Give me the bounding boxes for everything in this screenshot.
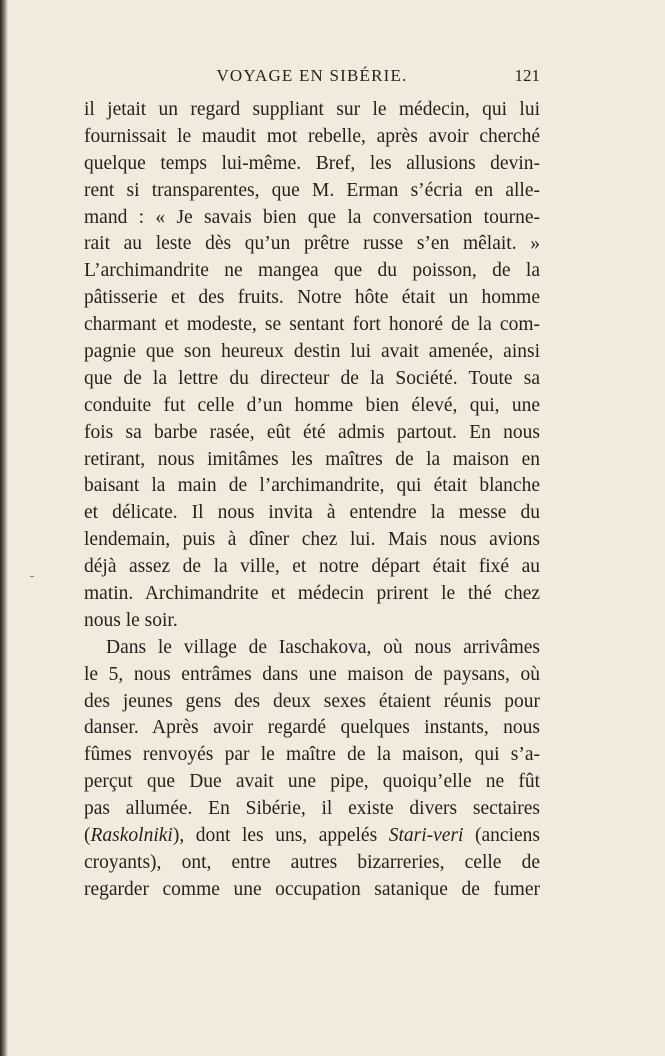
margin-mark — [30, 576, 34, 577]
text-line: que de la lettre du directeur de la Société. Toute sa — [84, 367, 540, 389]
text-line: charmant et modeste, se sentant fort honoré de la com- — [84, 314, 540, 336]
paragraph-end-line: nous le soir. — [84, 609, 178, 631]
italic-term-stari-veri: Stari-veri — [388, 825, 464, 847]
running-title: VOYAGE EN SIBÉRIE. — [216, 66, 408, 85]
line-middle-text: ), dont les uns, appelés — [172, 825, 389, 847]
page-gutter-shadow — [0, 0, 8, 1056]
text-line: L’archimandrite ne mangea que du poisson, de la — [84, 260, 540, 282]
text-line: danser. Après avoir regardé quelques instants, nous — [84, 717, 540, 739]
text-line: matin. Archimandrite et médecin prirent le thé chez — [84, 583, 540, 605]
running-head — [84, 66, 540, 88]
paragraph-start-line: Dans le village de Iaschakova, où nous arrivâmes — [106, 636, 540, 658]
text-line: déjà assez de la ville, et notre départ était fixé au — [84, 556, 540, 578]
text-line: pagnie que son heureux destin lui avait amenée, ainsi — [84, 341, 540, 363]
text-line: quelque temps lui-même. Bref, les allusions devin- — [84, 152, 540, 174]
text-line: il jetait un regard suppliant sur le médecin, qui lui — [84, 99, 540, 120]
text-line: rait au leste dès qu’un prêtre russe s’en mêlait. » — [84, 233, 540, 255]
text-line: mand : « Je savais bien que la conversation tourne- — [84, 206, 540, 228]
text-line: fois sa barbe rasée, eût été admis partout. En nous — [84, 421, 540, 443]
text-line: retirant, nous imitâmes les maîtres de la maison en — [84, 448, 540, 470]
body-text — [84, 97, 540, 904]
text-line: fournissait le maudit mot rebelle, après avoir cherché — [84, 125, 540, 147]
text-line: conduite fut celle d’un homme bien élevé, qui, une — [84, 394, 540, 416]
text-line: des jeunes gens des deux sexes étaient réunis pour — [84, 690, 540, 712]
text-line: croyants), ont, entre autres bizarreries, celle de — [84, 851, 540, 873]
text-line: pâtisserie et des fruits. Notre hôte était un homme — [84, 287, 540, 309]
text-line: pas allumée. En Sibérie, il existe divers sectaires — [84, 798, 540, 820]
text-line: perçut que Due avait une pipe, quoiqu’elle ne fût — [84, 771, 540, 793]
text-line: regarder comme une occupation satanique de fumer — [84, 878, 540, 900]
text-line: le 5, nous entrâmes dans une maison de paysans, où — [84, 663, 540, 685]
text-line: baisant la main de l’archimandrite, qui était blanche — [84, 475, 540, 497]
text-line: et délicate. Il nous invita à entendre la messe du — [84, 502, 540, 524]
italic-term-raskolniki: Raskolniki — [90, 825, 173, 847]
text-line: rent si transparentes, que M. Erman s’écria en alle- — [84, 179, 540, 201]
text-line: fûmes renvoyés par le maître de la maison, qui s’a- — [84, 744, 540, 766]
line-end-text: (anciens — [463, 825, 540, 847]
open-paren: ( — [84, 825, 91, 847]
text-line: lendemain, puis à dîner chez lui. Mais nous avions — [84, 529, 540, 551]
text-line-with-italics — [84, 823, 540, 850]
page-number: 121 — [514, 66, 540, 85]
